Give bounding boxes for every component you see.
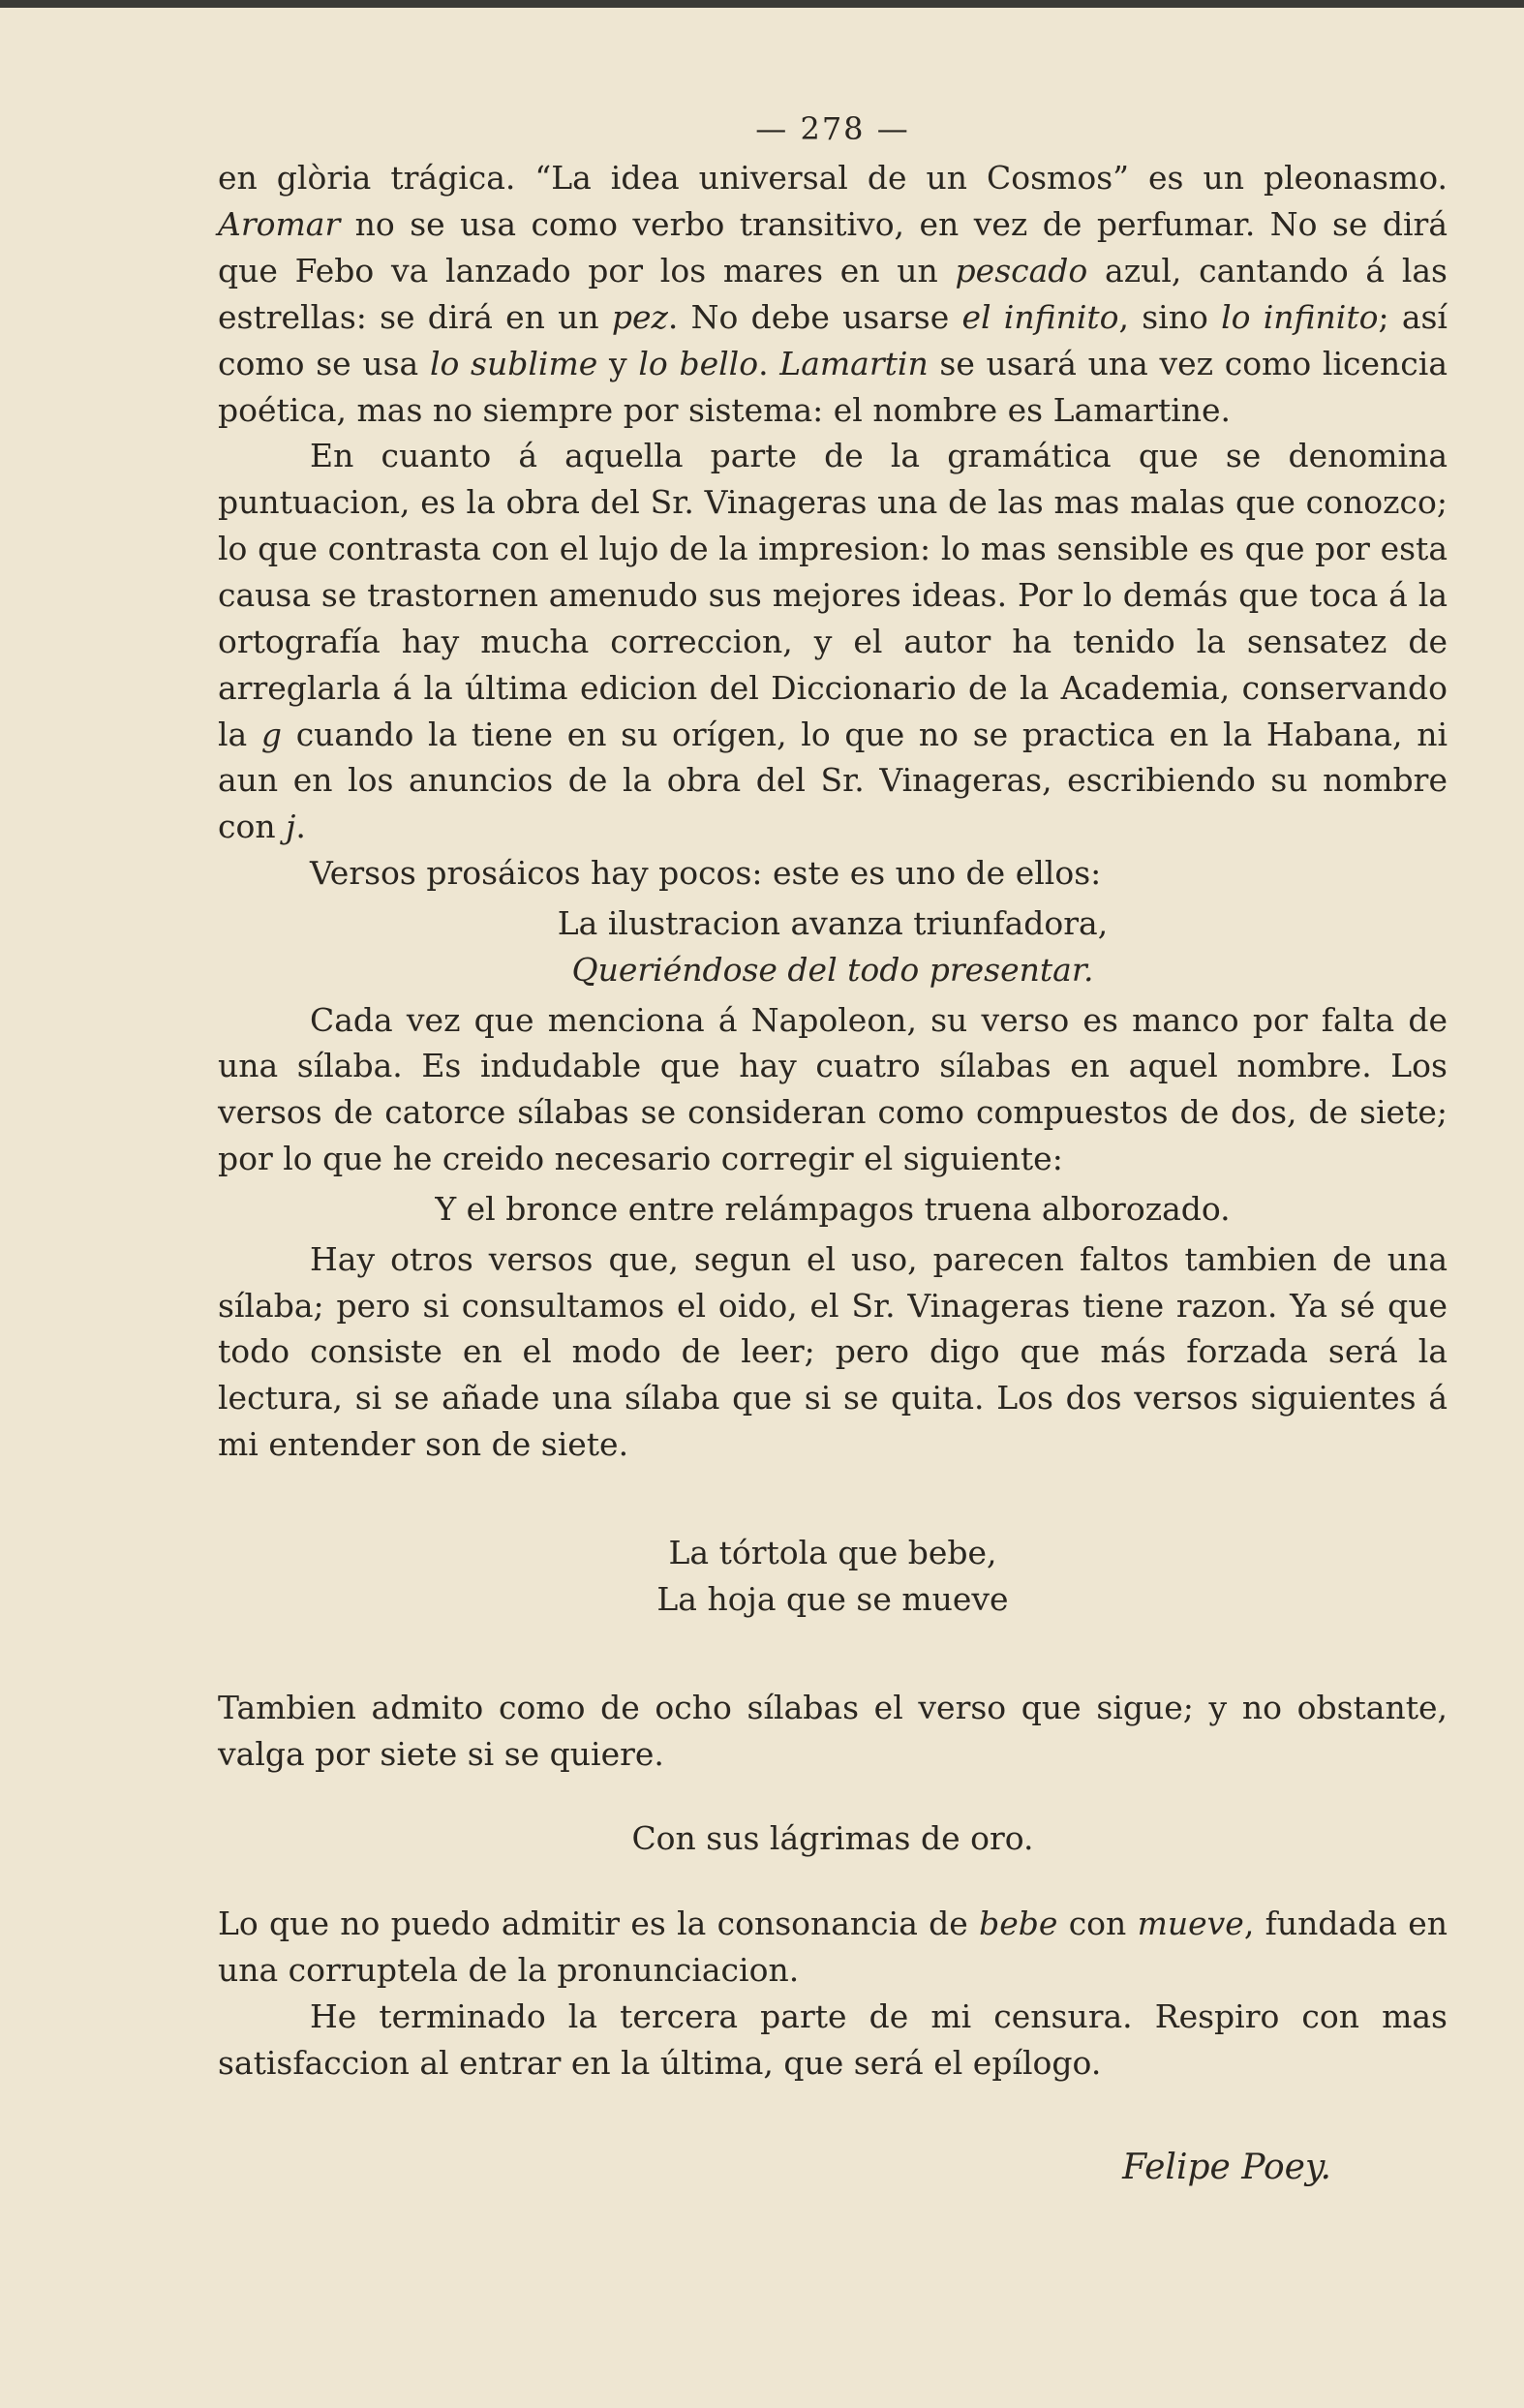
verse-line [218, 947, 1448, 993]
text-run: , sino [1118, 297, 1222, 336]
paragraph-4: Cada vez que menciona á Napoleon, su verso es manco por falta de una sílaba. Es indudable que hay cuatro sílabas en aquel nombre. Los versos de catorce sílabas se consideran como compuestos de dos, de siete; por lo que he creido necesario corregir el siguiente: [218, 1000, 1448, 1178]
text-run: . No debe usarse [667, 297, 962, 336]
text-run: . [758, 344, 780, 382]
verse-line: Y el bronce entre relámpagos truena alborozado. [435, 1189, 1231, 1228]
paragraph-3: Versos prosáicos hay pocos: este es uno de ellos: [310, 854, 1102, 893]
page-number: — 278 — [755, 110, 910, 147]
italic-term: lo bello [638, 344, 759, 382]
italic-term: bebe [979, 1905, 1058, 1943]
paragraph-2 [218, 433, 1448, 850]
verse-line: Con sus lágrimas de oro. [631, 1819, 1034, 1858]
spacer [218, 1468, 1448, 1526]
paragraph-8: He terminado la tercera parte de mi censura. Respiro con mas satisfaccion al entrar en la última, que será el epílogo. [218, 1997, 1448, 2082]
italic-term: mueve [1137, 1905, 1244, 1943]
paragraph-5: Hay otros versos que, segun el uso, parecen faltos tambien de una sílaba; pero si consultamos el oido, el Sr. Vinageras tiene razon. Ya sé que todo consiste en el modo de leer; pero digo que más forzada será la lectura, si se añade una sílaba que si se quita. Los dos versos siguientes á mi entender son de siete. [218, 1239, 1448, 1464]
text-run: cuando la tiene en su orígen, lo que no se practica en la Habana, ni aun en los anuncios de la obra del Sr. Vinageras, escribiendo su nombre con [218, 715, 1448, 846]
text-run: con [1057, 1905, 1138, 1943]
spacer [218, 1777, 1448, 1812]
verse-quote-2 [218, 1186, 1448, 1233]
italic-term: pescado [955, 252, 1088, 290]
spacer [218, 1866, 1448, 1901]
italic-term: lo infinito [1221, 297, 1379, 336]
spacer [218, 1627, 1448, 1685]
italic-term: el infinito [961, 297, 1119, 336]
text-run: Lo que no puedo admitir es la consonancia de [218, 1905, 980, 1943]
italic-term: lo sublime [429, 344, 598, 382]
verse-line: La hoja que se mueve [656, 1579, 1009, 1618]
text-run: En cuanto á aquella parte de la gramática que se denomina puntuacion, es la obra del Sr. Vinageras una de las mas malas que conozco; lo que contrasta con el lujo de la impresion: lo mas sensible es que por esta causa se trastornen amenudo sus mejores ideas. Por lo demás que toca á la ortografía hay mucha correccion, y el autor ha tenido la sensatez de arreglarla á la última edicion del Diccionario de la Academia, conservando la [218, 437, 1448, 753]
text-run: y [597, 344, 639, 382]
italic-term: pez [611, 297, 668, 336]
italic-term: j [286, 808, 296, 846]
italic-term: Aromar [218, 205, 341, 244]
text-run: , fundada en una corruptela de la pronunciacion. [218, 1905, 1448, 1990]
text-run: no se usa como verbo transitivo, en vez de perfumar. No se dirá que Febo va lanzado por los mares en un [218, 205, 1448, 290]
text-run: ; así como se usa [218, 297, 1448, 382]
verse-quote-3 [218, 1530, 1448, 1623]
verse-line: La tórtola que bebe, [668, 1534, 997, 1572]
signature: Felipe Poey. [1122, 2147, 1331, 2187]
text-run: en glòria trágica. “La idea universal de un Cosmos” es un pleonasmo. [218, 159, 1448, 198]
paragraph-6: Tambien admito como de ocho sílabas el verso que sigue; y no obstante, valga por siete si se quiere. [218, 1688, 1448, 1773]
book-page [218, 107, 1448, 2193]
italic-term: Lamartin [779, 344, 929, 382]
page-top-edge [0, 0, 1524, 8]
verse-quote-1 [218, 900, 1448, 993]
italic-verse: Queriéndose del todo presentar. [571, 950, 1094, 989]
text-run: se usará una vez como licencia poética, mas no siempre por sistema: el nombre es Lamartine. [218, 344, 1448, 429]
italic-term: g [260, 715, 283, 753]
text-run: azul, cantando á las estrellas: se dirá en un [218, 252, 1448, 336]
paragraph-1 [218, 155, 1448, 433]
text-run: . [295, 808, 306, 846]
paragraph-7 [218, 1901, 1448, 1994]
verse-quote-4 [218, 1815, 1448, 1862]
verse-line: La ilustracion avanza triunfadora, [557, 903, 1109, 942]
